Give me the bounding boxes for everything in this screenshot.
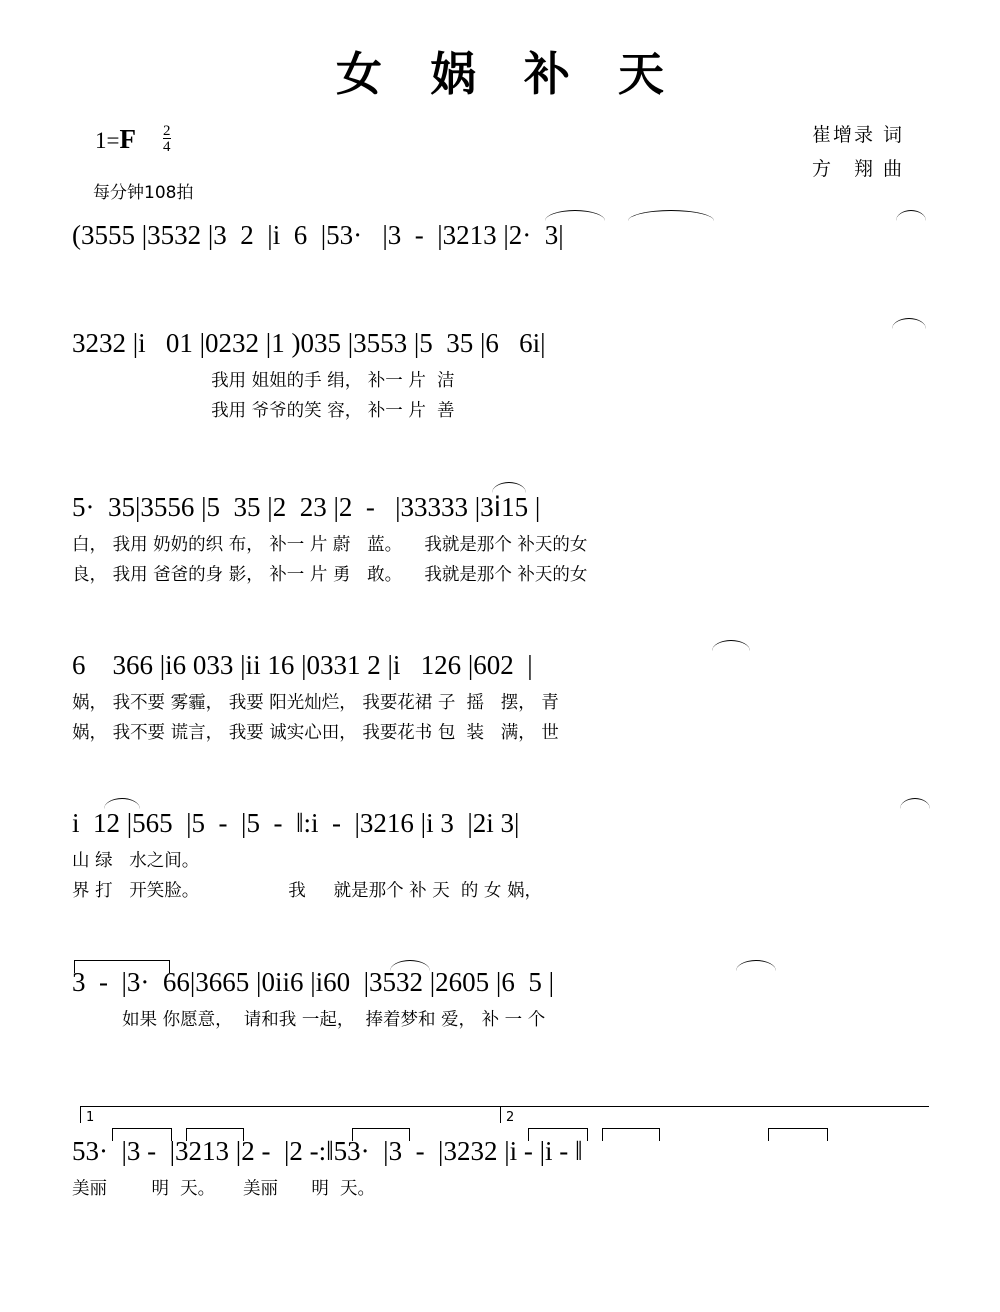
phrase-bracket [768,1128,828,1141]
lyric-line-verse1: 如果 你愿意， 请和我 一起， 捧着梦和 爱， 补 一 个 [72,1010,546,1030]
slur-mark [900,798,930,809]
meter-denominator: 4 [163,139,171,155]
notation-line: 5· 35|3556 |5 35 |2 23 |2 - |33333 |3ⅰ15 | [72,492,541,522]
slur-mark [736,960,776,971]
music-system-7 [72,1134,932,1204]
lyric-line-verse1: 我用 姐姐的手 绢， 补一 片 洁 [72,371,455,391]
second-ending-bracket [500,1106,929,1123]
lyric-line-verse2: 我用 爷爷的笑 容， 补一 片 善 [72,401,455,421]
phrase-bracket [352,1128,410,1141]
notation-line: 3 - |3· 66|3665 |0ii6 |i60 |3532 |2605 |6 5 | [72,967,554,997]
page-title: 女 娲 补 天 [335,47,681,101]
meter-numerator: 2 [163,123,171,139]
composer-role: 曲 [882,158,902,180]
time-signature [163,124,171,154]
composer-line [812,152,902,186]
tempo-marking: 每分钟108拍 [93,183,194,203]
lyric-line-verse1: 山 绿 水之间。 [72,851,200,871]
lyric-line-verse1: 娲， 我不要 雾霾， 我要 阳光灿烂， 我要花裙 子 摇 摆， 青 [72,693,559,713]
first-ending-bracket [80,1106,501,1123]
credits [812,118,902,186]
slur-mark [390,960,430,971]
music-system-6 [72,965,932,1035]
lyricist-name: 崔增录 [811,124,875,146]
notation-line: 3232 |i 01 |0232 |1 )035 |3553 |5 35 |6 6i| [72,328,546,358]
composer-name: 方 翔 [811,158,875,180]
notation-line: i 12 |565 |5 - |5 - ‖:i - |3216 |i 3 |2i 3| [72,808,520,838]
slur-mark [628,210,714,221]
first-ending-number: 1 [86,1110,95,1125]
slur-mark [492,482,526,493]
phrase-bracket [602,1128,660,1141]
lyric-line-verse1: 白， 我用 奶奶的织 布， 补一 片 蔚 蓝。 我就是那个 补天的女 [72,535,588,555]
slur-mark [712,640,750,651]
lyric-line-verse2: 良， 我用 爸爸的身 影， 补一 片 勇 敢。 我就是那个 补天的女 [72,565,588,585]
lyricist-line [812,118,902,152]
phrase-bracket [186,1128,244,1141]
slur-mark [896,210,926,221]
notation-line: 6 366 |i6 033 |ii 16 |0331 2 |i 126 |602 | [72,650,533,680]
phrase-bracket [112,1128,172,1141]
lyric-line-verse1: 美丽 明 天。 美丽 明 天。 [72,1179,375,1199]
notation-line: 53· |3 - |3213 |2 - |2 -:‖53· |3 - |3232 |i - |i - ‖ [72,1136,583,1166]
slur-mark [104,798,140,809]
key-prefix: 1= [95,128,120,153]
key-letter: F [119,124,136,154]
phrase-bracket [74,960,170,973]
notation-line: (3555 |3532 |3 2 |i 6 |53· |3 - |3213 |2· 3| [72,220,564,250]
music-system-1 [72,218,932,258]
phrase-bracket [528,1128,588,1141]
slur-mark [545,210,605,221]
second-ending-number: 2 [506,1110,515,1125]
music-system-5 [72,806,932,906]
music-system-4 [72,648,932,748]
music-system-2 [72,326,932,426]
slur-mark [892,318,926,329]
music-system-3 [72,490,932,590]
lyric-line-verse2: 界 打 开笑脸。 我 就是那个 补 天 的 女 娲， [72,881,542,901]
key-signature [95,124,136,155]
lyricist-role: 词 [882,124,902,146]
lyric-line-verse2: 娲， 我不要 谎言， 我要 诚实心田， 我要花书 包 装 满， 世 [72,723,559,743]
